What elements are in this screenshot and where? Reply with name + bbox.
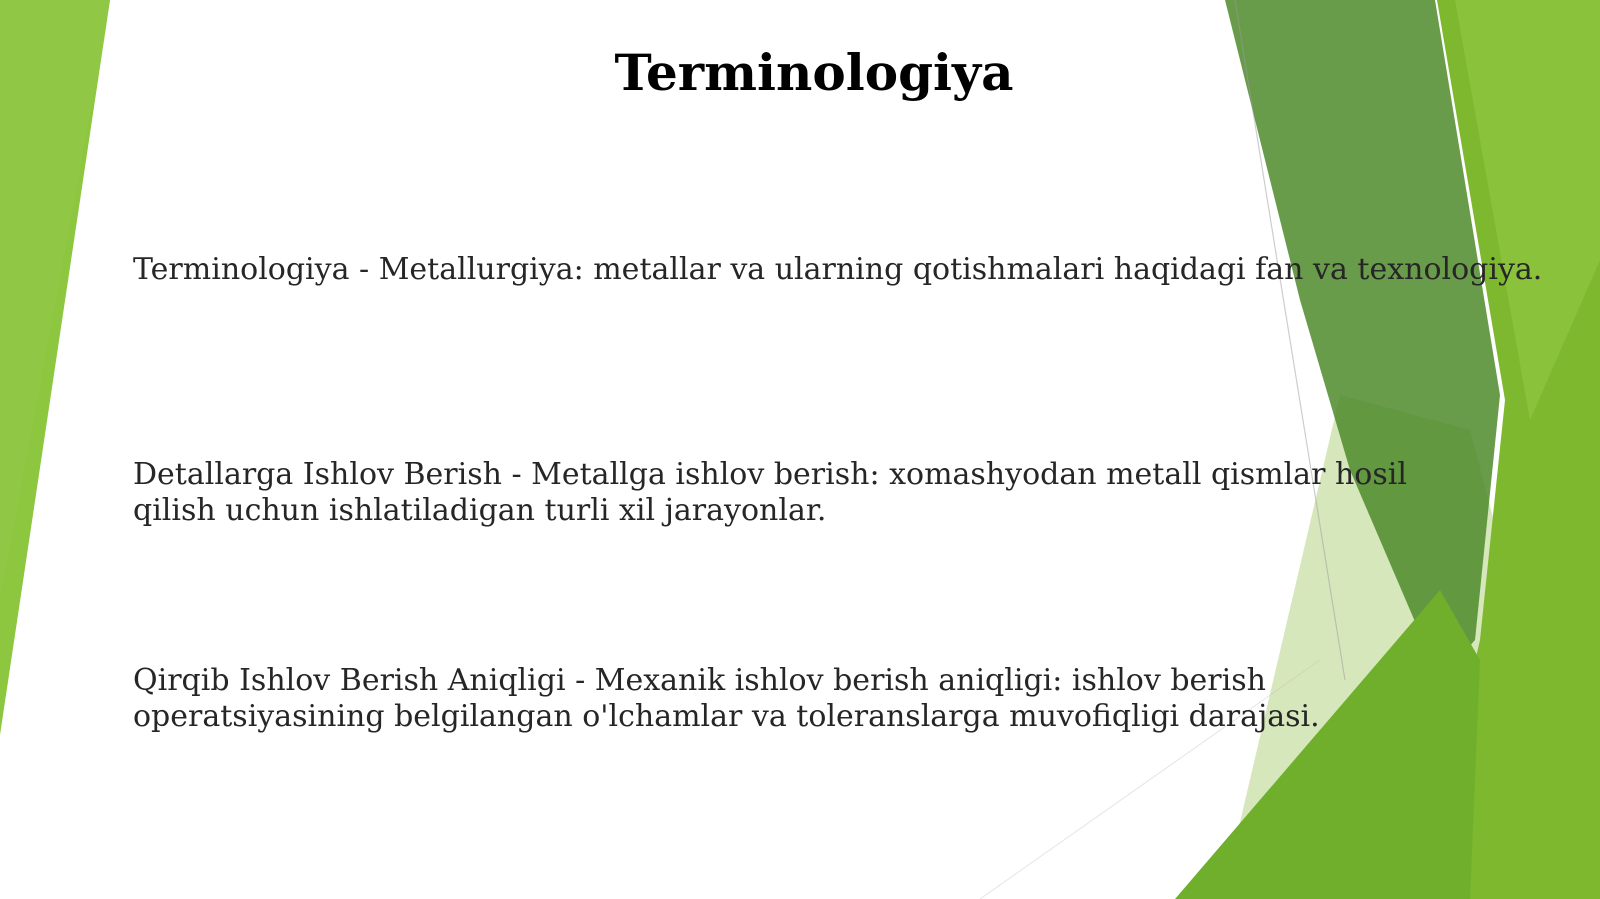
paragraph-metallurgiya: Terminologiya - Metallurgiya: metallar va ularning qotishmalari haqidagi fan va texnologiya.: [133, 252, 1543, 287]
paragraph-qirqib-ishlov-berish-aniqligi: Qirqib Ishlov Berish Aniqligi - Mexanik ishlov berish aniqligi: ishlov berish operatsiyasining belgilangan o'lchamlar va toleranslarga muvofiqligi darajasi.: [133, 663, 1320, 734]
paragraph-detallarga-ishlov-berish: Detallarga Ishlov Berish - Metallga ishlov berish: xomashyodan metall qismlar hosil qilish uchun ishlatiladigan turli xil jarayonlar.: [133, 457, 1407, 528]
slide-title: Terminologiya: [614, 43, 1014, 102]
